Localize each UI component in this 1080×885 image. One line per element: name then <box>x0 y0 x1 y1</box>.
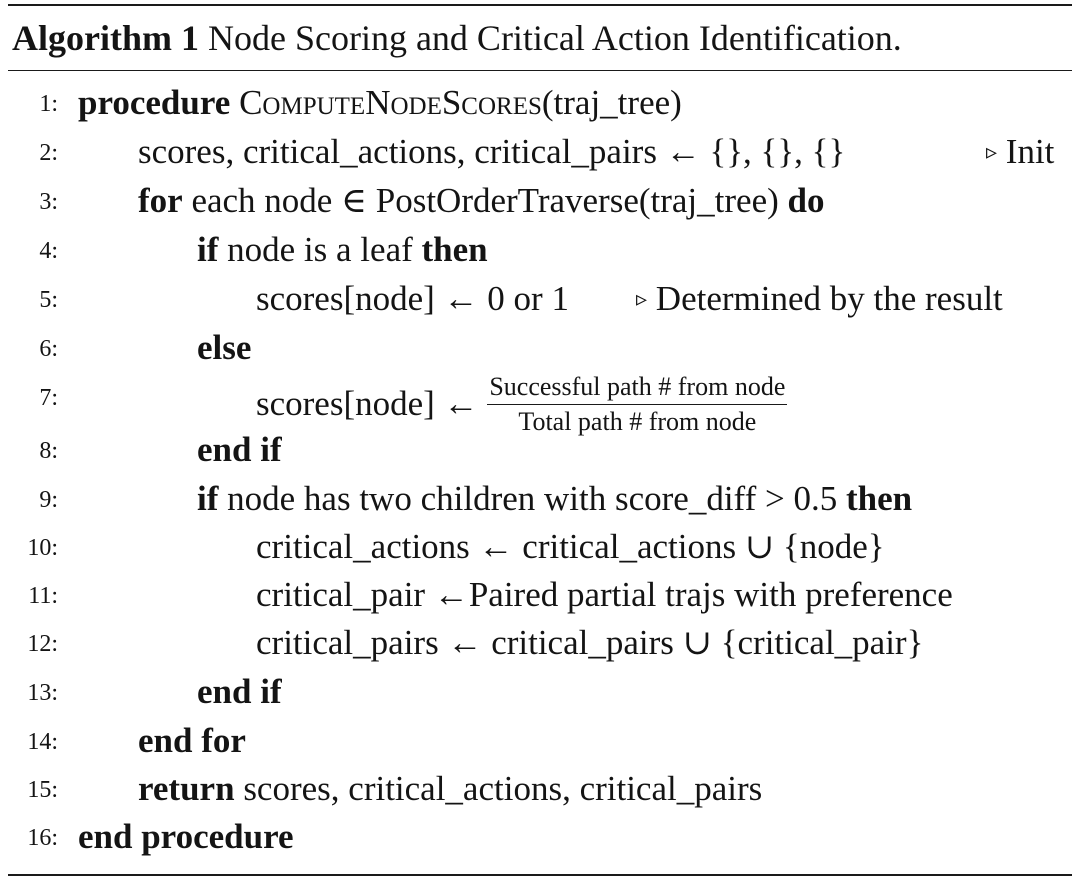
line-content <box>138 718 246 764</box>
line-content <box>197 227 488 273</box>
keyword: else <box>197 328 252 367</box>
keyword: end for <box>138 721 246 760</box>
line-number: 3: <box>39 189 58 215</box>
algorithm-line <box>0 524 1080 570</box>
line-content <box>197 427 282 473</box>
comment-triangle-icon: ▹ <box>986 139 998 164</box>
keyword: end if <box>197 672 282 711</box>
procedure-name: ComputeNodeScores <box>239 83 542 122</box>
line-text: node is a leaf <box>218 230 422 269</box>
line-content: critical_actions ← critical_actions ∪ {node} <box>256 527 885 566</box>
line-number: 1: <box>39 91 58 117</box>
algorithm-line <box>0 325 1080 371</box>
line-text: scores[node] ← <box>256 384 488 424</box>
keyword: if <box>197 230 219 269</box>
line-content <box>78 814 294 860</box>
comment-triangle-icon: ▹ <box>636 286 648 311</box>
line-number: 5: <box>39 287 58 313</box>
algorithm-line <box>0 427 1080 473</box>
algorithm-line <box>0 276 1080 322</box>
line-number: 9: <box>39 487 58 513</box>
keyword: then <box>845 479 913 518</box>
line-number: 15: <box>27 777 58 803</box>
keyword: then <box>421 230 488 269</box>
line-number: 8: <box>39 438 58 464</box>
line-number: 4: <box>39 238 58 264</box>
line-comment <box>636 276 1003 326</box>
keyword: for <box>138 181 183 220</box>
line-number: 13: <box>27 680 58 706</box>
algorithm-line <box>0 227 1080 273</box>
line-text: each node ∈ PostOrderTraverse(traj_tree) <box>182 181 788 220</box>
comment-text: Determined by the result <box>655 279 1003 318</box>
comment-text: Init <box>1005 132 1055 171</box>
line-number: 14: <box>27 729 58 755</box>
line-number: 2: <box>39 140 58 166</box>
keyword: do <box>787 181 825 220</box>
keyword: if <box>197 479 219 518</box>
line-number: 6: <box>39 336 58 362</box>
algorithm-line <box>0 620 1080 666</box>
line-content: critical_pair ←Paired partial trajs with preference <box>256 575 953 614</box>
line-comment <box>986 129 1054 179</box>
algorithm-line <box>0 372 1080 436</box>
keyword: procedure <box>78 83 231 122</box>
algorithm-label: Algorithm 1 <box>12 18 199 58</box>
algorithm-line <box>0 476 1080 522</box>
line-content: scores, critical_actions, critical_pairs ← {}, {}, {} <box>138 132 846 171</box>
line-content: scores[node] ← 0 or 1 <box>256 279 569 318</box>
bottom-rule <box>8 874 1072 876</box>
algorithm-line <box>0 178 1080 224</box>
algorithm-line <box>0 718 1080 764</box>
line-number: 10: <box>27 535 58 561</box>
algorithm-line <box>0 766 1080 812</box>
line-content <box>197 476 912 522</box>
keyword: return <box>138 769 235 808</box>
line-content <box>138 766 762 812</box>
line-number: 7: <box>39 385 58 411</box>
algorithm-line <box>0 80 1080 126</box>
keyword: end if <box>197 430 282 469</box>
top-rule <box>8 4 1072 6</box>
line-text: node has two children with score_diff > 0.5 <box>218 479 846 518</box>
line-content: critical_pairs ← critical_pairs ∪ {critical_pair} <box>256 623 924 662</box>
algorithm-line <box>0 669 1080 715</box>
algorithm-line <box>0 129 1080 175</box>
line-number: 12: <box>27 631 58 657</box>
algorithm-line <box>0 572 1080 618</box>
line-text: scores, critical_actions, critical_pairs <box>234 769 763 808</box>
line-content <box>78 80 682 126</box>
keyword: end procedure <box>78 817 294 856</box>
line-content <box>197 669 282 715</box>
procedure-args: (traj_tree) <box>541 83 682 122</box>
line-number: 16: <box>27 825 58 851</box>
line-content <box>197 325 251 371</box>
line-number: 11: <box>28 583 58 609</box>
header-rule <box>8 70 1072 71</box>
algorithm-header <box>12 16 902 60</box>
fraction-denominator: Total path # from node <box>518 407 757 436</box>
algorithm-line <box>0 814 1080 860</box>
line-content <box>138 178 824 224</box>
fraction-numerator: Successful path # from node <box>487 371 787 405</box>
algorithm-title: Node Scoring and Critical Action Identification. <box>207 18 902 58</box>
